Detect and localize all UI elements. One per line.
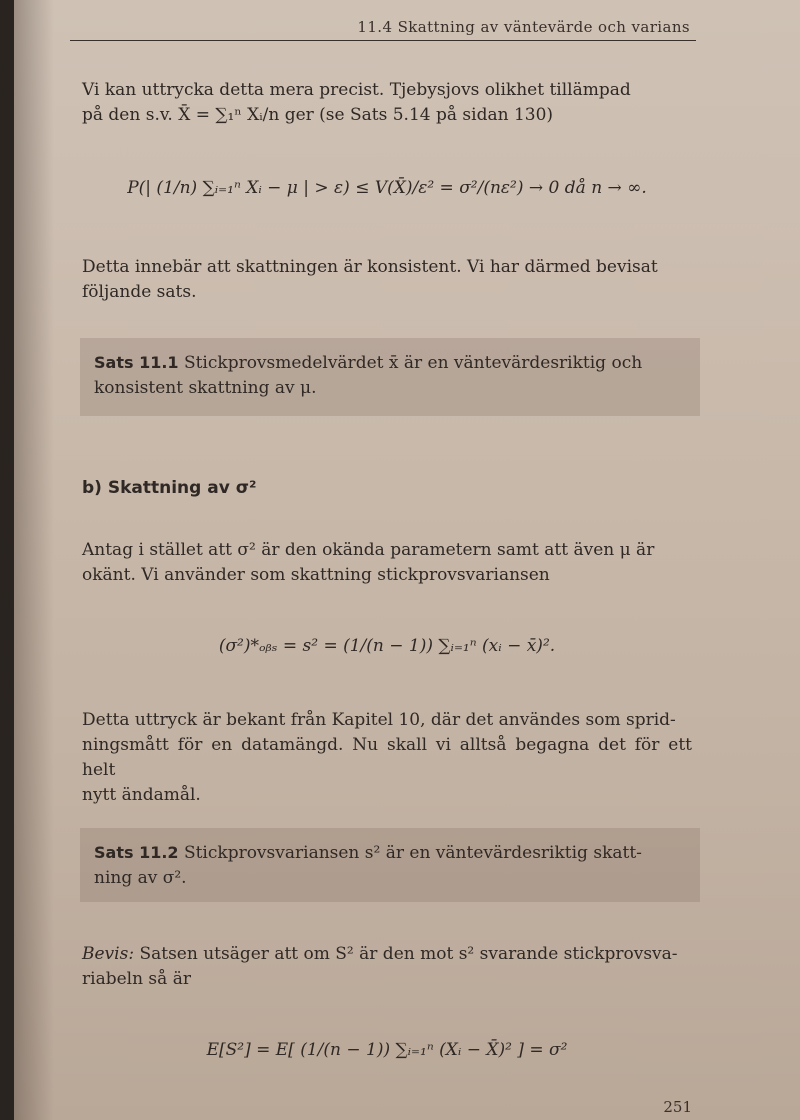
theorem-11-2-line-1: Stickprovsvariansen s² är en väntevärdesriktig skatt- [183,843,642,863]
consistency-line-1: Detta innebär att skattningen är konsistent. Vi har därmed bevisat [82,257,658,277]
variance-intro-line-1: Antag i stället att σ² är den okända parametern samt att även μ är [82,540,655,560]
theorem-11-1-line-1: Stickprovsmedelvärdet x̄ är en väntevärdesriktig och [183,353,643,373]
intro-paragraph [82,78,692,128]
chapter-ref-line-1: Detta uttryck är bekant från Kapitel 10, där det användes som sprid- [82,710,676,730]
theorem-11-1-line-2: konsistent skattning av μ. [94,378,317,398]
proof-label: Bevis: [82,944,135,964]
binding-shadow [14,0,54,1120]
proof-line-2: riabeln så är [82,969,191,989]
theorem-11-2-box [80,828,700,902]
sample-variance-formula: (σ²)*ₒᵦₛ = s² = (1/(n − 1)) ∑ᵢ₌₁ⁿ (xᵢ − x̄)². [218,636,556,656]
subsection-heading: b) Skattning av σ² [82,478,257,498]
intro-line-2: på den s.v. X̄ = ∑₁ⁿ Xᵢ/n ger (se Sats 5.14 på sidan 130) [82,105,554,125]
running-header: 11.4 Skattning av väntevärde och varians [357,18,690,36]
proof-paragraph [82,942,692,992]
consistency-line-2: följande sats. [82,282,197,302]
intro-line-1: Vi kan uttrycka detta mera precist. Tjebysjovs olikhet tillämpad [82,80,631,100]
variance-intro-line-2: okänt. Vi använder som skattning stickprovsvariansen [82,565,550,585]
book-page [14,0,800,1120]
page-number: 251 [663,1098,692,1116]
theorem-11-2-line-2: ning av σ². [94,868,187,888]
consistency-paragraph [82,255,692,305]
theorem-11-2-label: Sats 11.2 [94,843,179,862]
chapter-ref-line-3: nytt ändamål. [82,785,201,805]
chebyshev-formula: P(| (1/n) ∑ᵢ₌₁ⁿ Xᵢ − μ | > ε) ≤ V(X̄)/ε² = σ²/(nε²) → 0 då n → ∞. [127,178,647,198]
header-rule [70,40,696,41]
theorem-11-1-box [80,338,700,416]
chapter-reference-paragraph [82,708,692,808]
expectation-formula: E[S²] = E[ (1/(n − 1)) ∑ᵢ₌₁ⁿ (Xᵢ − X̄)² ] = σ² [206,1040,568,1060]
chapter-ref-line-2: ningsmått för en datamängd. Nu skall vi alltså begagna det för ett helt [82,735,692,780]
theorem-11-1-label: Sats 11.1 [94,353,179,372]
variance-intro-paragraph [82,538,692,588]
proof-line-1: Satsen utsäger att om S² är den mot s² svarande stickprovsva- [139,944,678,964]
